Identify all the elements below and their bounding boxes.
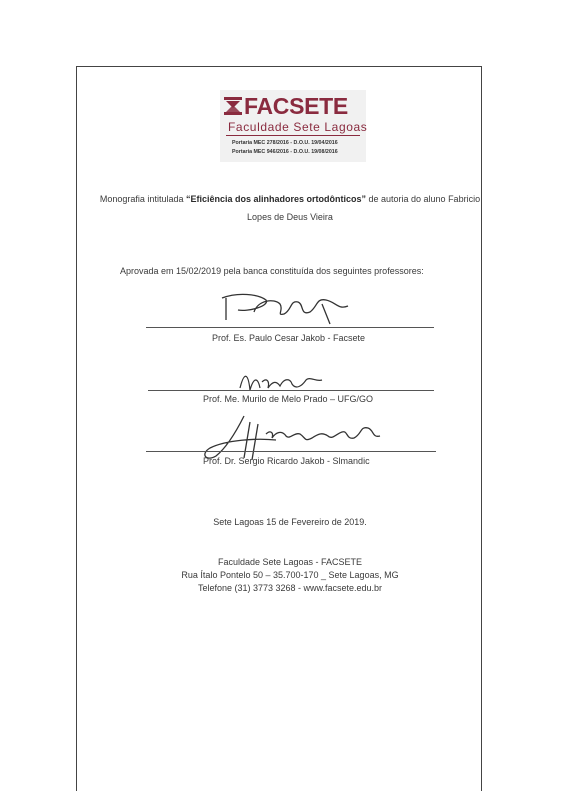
logo-portaria-2: Portaria MEC 946/2016 - D.O.U. 19/08/2016 [232, 149, 338, 155]
logo-divider [226, 135, 360, 136]
monograph-title: “Eficiência dos alinhadores ortodônticos” [185, 194, 366, 204]
logo-wordmark: FACSETE [244, 93, 348, 119]
signature-line-1 [146, 327, 434, 328]
footer-contact: Telefone (31) 3773 3268 - www.facsete.edu.br [197, 583, 383, 593]
place-and-date: Sete Lagoas 15 de Fevereiro de 2019. [213, 517, 367, 527]
footer-institution: Faculdade Sete Lagoas - FACSETE [217, 557, 363, 567]
signatory-2: Prof. Me. Murilo de Melo Prado – UFG/GO [203, 394, 374, 404]
logo-subtitle: Faculdade Sete Lagoas [228, 120, 368, 134]
signature-line-3 [146, 451, 436, 452]
facsete-logo [220, 90, 366, 162]
signatory-1: Prof. Es. Paulo Cesar Jakob - Facsete [212, 333, 366, 343]
logo-portaria-1: Portaria MEC 278/2016 - D.O.U. 19/04/2016 [232, 140, 338, 146]
signature-1 [218, 290, 358, 330]
signature-line-2 [148, 390, 434, 391]
intro-prefix: Monografia intitulada [99, 194, 186, 204]
signatory-3: Prof. Dr. Sergio Ricardo Jakob - Slmandic [203, 456, 370, 466]
footer-address: Rua Ítalo Pontelo 50 – 35.700-170 _ Sete Lagoas, MG [181, 570, 399, 580]
facsete-logo-icon [224, 97, 242, 115]
intro-suffix: de autoria do aluno Fabricio Lopes de Deus Vieira [247, 194, 481, 222]
approval-statement: Aprovada em 15/02/2019 pela banca constituída dos seguintes professores: [120, 266, 424, 276]
monograph-statement [90, 190, 490, 226]
